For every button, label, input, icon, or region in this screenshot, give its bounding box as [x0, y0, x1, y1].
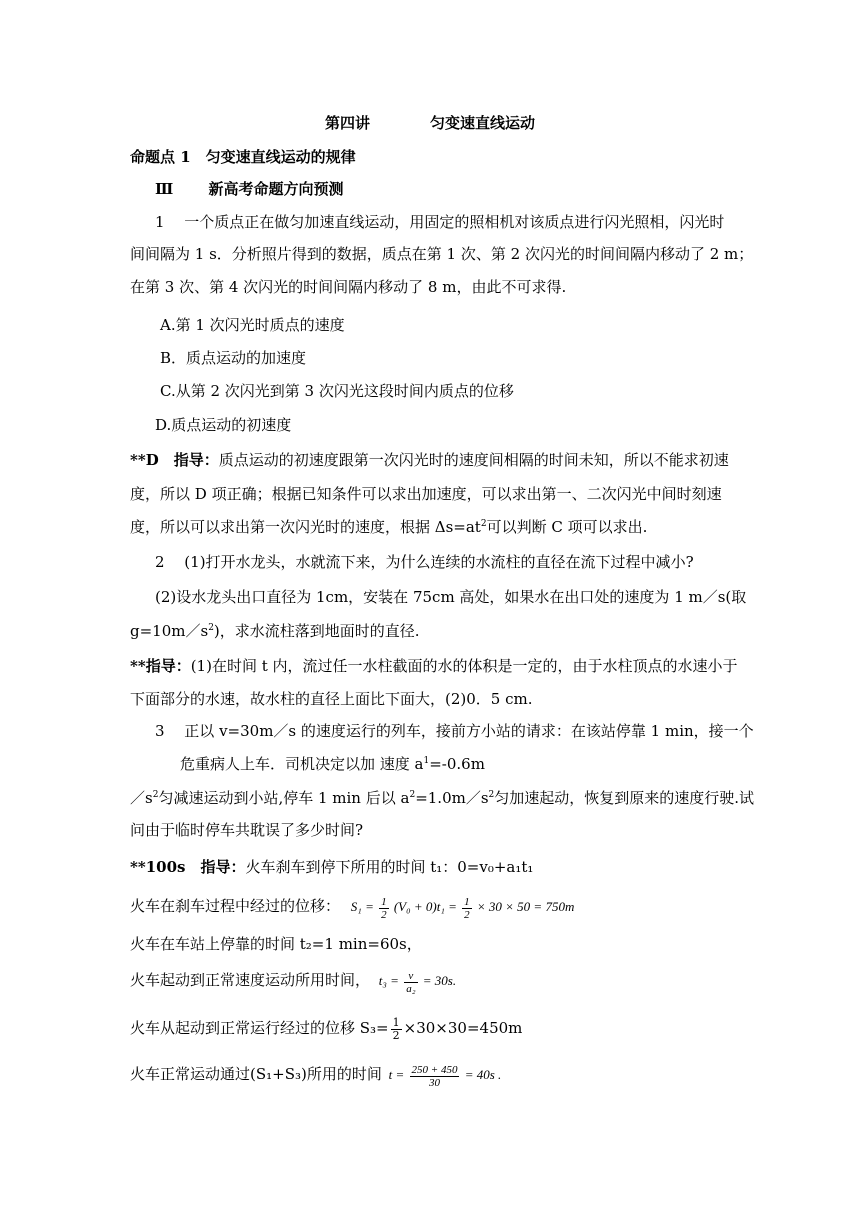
q3-line4: 问由于临时停车共耽误了多少时间? — [130, 821, 364, 839]
q3-text2b: =-0.6m — [429, 755, 485, 773]
a3-text2: 火车在刹车过程中经过的位移： — [130, 897, 341, 915]
subsection-heading: Ⅲ 新高考命题方向预测 — [155, 180, 344, 198]
eq6-rhs: = 40s . — [464, 1067, 502, 1082]
q3-text3d: 匀加速起动，恢复到原来的速度行驶.试 — [494, 789, 755, 807]
q3-text3c: =1.0m／s — [415, 789, 489, 807]
q2-line2: (2)设水龙头出口直径为 1cm，安装在 75cm 高处，如果水在出口处的速度为 1 m／s(取 — [155, 588, 747, 606]
eq6-frac: $\frac{250 + 450}{30}$ — [411, 1063, 458, 1089]
eq2-rhs: × 30 × 50 = 750m — [476, 899, 575, 914]
a1-text1: 质点运动的初速度跟第一次闪光时的速度间相隔的时间未知，所以不能求初速 — [218, 451, 729, 469]
lecture-title — [0, 112, 860, 133]
eq2-mid: (V₀ + 0)t₁ = — [393, 899, 457, 914]
a3-line5 — [130, 1010, 522, 1046]
eq4-rhs: = 30s. — [422, 973, 457, 988]
eq4-lhs: t₃ = — [378, 973, 399, 988]
q3-line2 — [180, 754, 485, 774]
q1-option-a: A.第 1 次闪光时质点的速度 — [160, 316, 345, 334]
lecture-topic: 匀变速直线运动 — [430, 114, 536, 132]
q2-line3 — [130, 621, 420, 641]
a3-text5b: ×30×30=450m — [403, 1019, 523, 1037]
a1-sup: 2 — [480, 519, 487, 529]
a2-text1: (1)在时间 t 内，流过任一水柱截面的水的体积是一定的，由于水柱顶点的水速小于 — [190, 657, 738, 675]
q3-sup4: 2 — [488, 790, 495, 800]
section-heading: 命题点 1 匀变速直线运动的规律 — [130, 148, 356, 166]
a3-text4: 火车起动到正常速度运动所用时间， — [130, 971, 371, 989]
eq2-frac-b: $\frac{1}{2}$ — [464, 895, 470, 921]
a1-text3a: 度，所以可以求出第一次闪光时的速度，根据 Δs=at — [130, 518, 481, 536]
a3-eq2 — [350, 895, 575, 921]
a3-line4 — [130, 962, 456, 999]
q1-line3: 在第 3 次、第 4 次闪光的时间间隔内移动了 8 m，由此不可求得. — [130, 278, 567, 296]
a3-line2 — [130, 888, 574, 925]
q2-text3a: g=10m／s — [130, 622, 209, 640]
a3-text5a: 火车从起动到正常运行经过的位移 S₃= — [130, 1019, 389, 1037]
eq6-lhs: t = — [388, 1067, 405, 1082]
q3-text3b: 匀减速运动到小站,停车 1 min 后以 a — [158, 789, 410, 807]
q1-option-c: C.从第 2 次闪光到第 3 次闪光这段时间内质点的位移 — [160, 382, 514, 400]
a3-line6 — [130, 1056, 501, 1093]
q3-sup3: 2 — [409, 790, 416, 800]
q1-line2: 间间隔为 1 s．分析照片得到的数据，质点在第 1 次、第 2 次闪光的时间间隔内移动了 2 m； — [130, 245, 754, 263]
a3-line3: 火车在车站上停靠的时间 t₂=1 min=60s， — [130, 935, 422, 953]
lecture-number: 第四讲 — [324, 114, 370, 132]
q3-text3a: ／s — [130, 789, 153, 807]
a1-line3 — [130, 517, 647, 537]
a3-text6: 火车正常运动通过(S₁+S₃)所用的时间 — [130, 1065, 382, 1083]
a3-prefix: **100s 指导： — [130, 858, 246, 876]
q1-line1: 1 一个质点正在做匀加速直线运动，用固定的照相机对该质点进行闪光照相，闪光时 — [155, 213, 725, 231]
a3-line1 — [130, 857, 533, 877]
q3-text2a: 危重病人上车．司机决定以加 速度 a — [180, 755, 424, 773]
a2-line1 — [130, 656, 738, 676]
a1-text3b: 可以判断 C 项可以求出. — [486, 518, 648, 536]
q3-line3 — [130, 788, 754, 808]
a2-prefix: **指导： — [130, 657, 191, 675]
q3-line1: 3 正以 v=30m／s 的速度运行的列车，接前方小站的请求：在该站停靠 1 min，接一个 — [155, 722, 754, 740]
a3-text1: 火车刹车到停下所用的时间 t₁：0=v₀+a₁t₁ — [245, 858, 534, 876]
a3-eq4 — [378, 969, 457, 995]
eq2-frac-a: $\frac{1}{2}$ — [381, 895, 387, 921]
q2-sup: 2 — [208, 623, 214, 633]
eq5-frac: $\frac{1}{2}$ — [392, 1015, 400, 1042]
q1-option-b: B．质点运动的加速度 — [160, 349, 307, 367]
a2-line2: 下面部分的水速，故水柱的直径上面比下面大，(2)0．5 cm. — [130, 690, 533, 708]
eq4-frac: $\frac{v}{\text{a₂}}$ — [406, 969, 416, 995]
a1-line1 — [130, 450, 729, 470]
q2-line1: 2 (1)打开水龙头，水就流下来，为什么连续的水流柱的直径在流下过程中减小? — [155, 553, 694, 571]
q3-sup2: 2 — [152, 790, 159, 800]
a3-eq6 — [388, 1063, 502, 1089]
q2-text3b: )，求水流柱落到地面时的直径. — [213, 622, 420, 640]
a1-line2: 度，所以 D 项正确；根据已知条件可以求出加速度，可以求出第一、二次闪光中间时刻速 — [130, 485, 722, 503]
a1-prefix: **D 指导： — [130, 451, 219, 469]
q1-option-d: D.质点运动的初速度 — [155, 416, 292, 434]
eq2-lhs: S₁ = — [350, 899, 374, 914]
q3-sup1: 1 — [423, 756, 430, 766]
